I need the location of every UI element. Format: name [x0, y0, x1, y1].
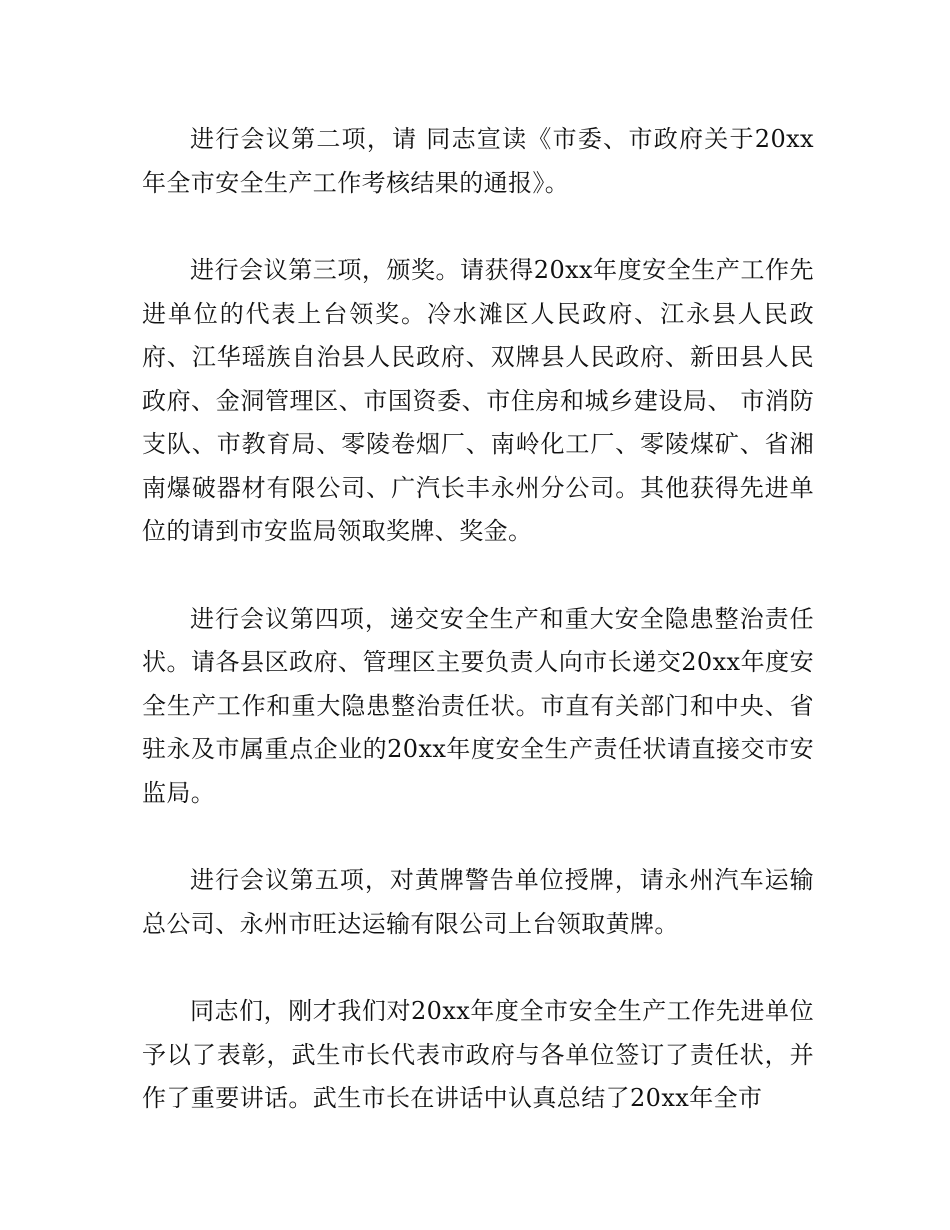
paragraph-closing-remarks: 同志们，刚才我们对20xx年度全市安全生产工作先进单位予以了表彰，武生市长代表市政府与各单位签订了责任状，并作了重要讲话。武生市长在讲话中认真总结了20xx年全市	[142, 997, 814, 1112]
document-body	[142, 118, 814, 1121]
paragraph-agenda-item-3: 进行会议第三项，颁奖。请获得20xx年度安全生产工作先进单位的代表上台领奖。冷水滩区人民政府、江永县人民政府、江华瑶族自治县人民政府、双牌县人民政府、新田县人民政府、金洞管理区、市国资委、市住房和城乡建设局、 市消防支队、市教育局、零陵卷烟厂、南岭化工厂、零陵煤矿、省湘南爆破器材有限公司、广汽长丰永州分公司。其他获得先进单位的请到市安监局领取奖牌、奖金。	[142, 256, 814, 545]
paragraph-agenda-item-2: 进行会议第二项，请 同志宣读《市委、市政府关于20xx年全市安全生产工作考核结果的通报》。	[142, 125, 814, 197]
paragraph-agenda-item-4: 进行会议第四项，递交安全生产和重大安全隐患整治责任状。请各县区政府、管理区主要负责人向市长递交20xx年度安全生产工作和重大隐患整治责任状。市直有关部门和中央、省驻永及市属重点企业的20xx年度安全生产责任状请直接交市安监局。	[142, 604, 814, 807]
paragraph-agenda-item-5: 进行会议第五项，对黄牌警告单位授牌，请永州汽车运输总公司、永州市旺达运输有限公司上台领取黄牌。	[142, 866, 814, 938]
